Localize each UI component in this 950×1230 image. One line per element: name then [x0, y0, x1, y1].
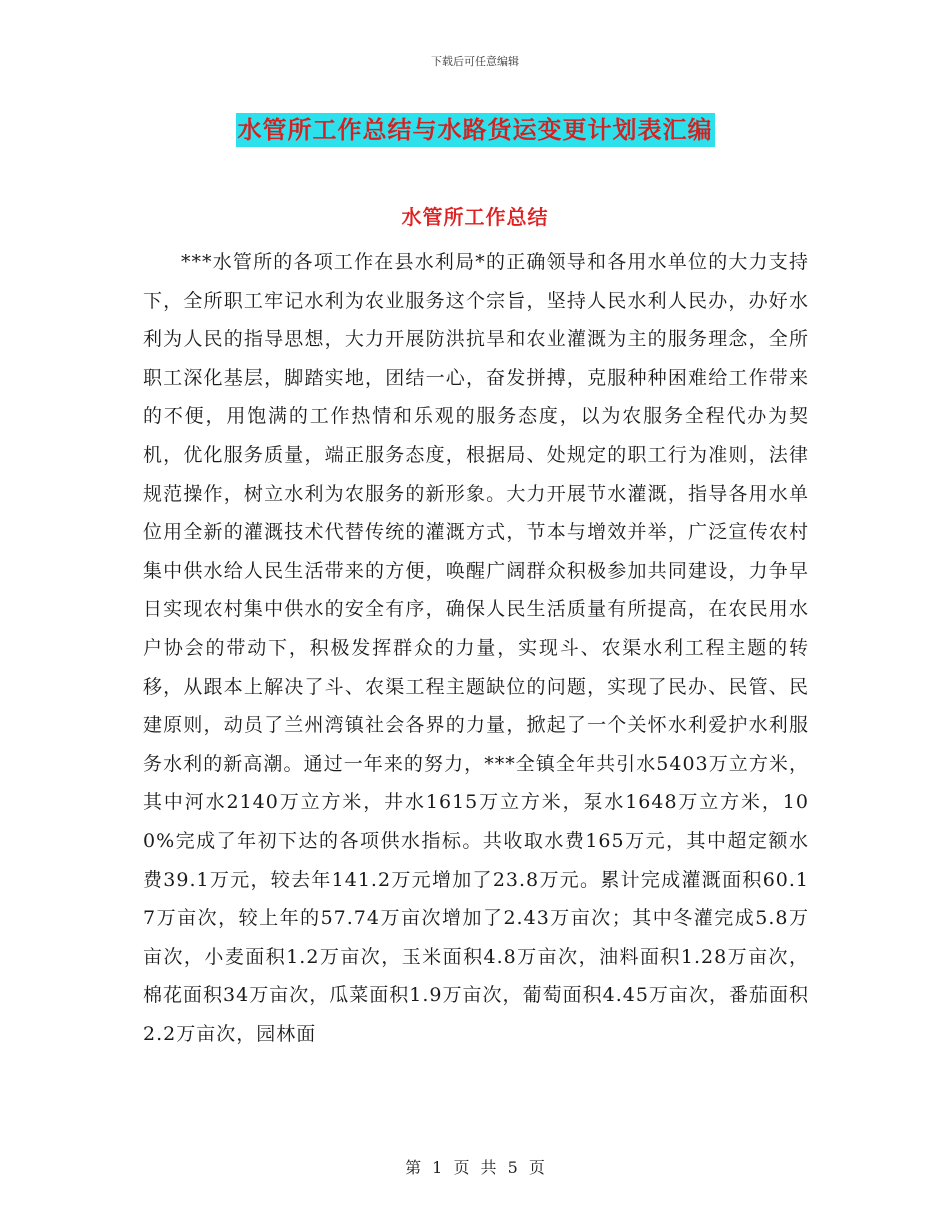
header-note: 下载后可任意编辑 [431, 55, 519, 68]
title-container [0, 113, 950, 147]
page-footer: 第 1 页 共 5 页 [405, 1158, 545, 1177]
section-title: 水管所工作总结 [401, 205, 549, 229]
body-paragraph: ***水管所的各项工作在县水利局*的正确领导和各用水单位的大力支持下，全所职工牢记水利为农业服务这个宗旨，坚持人民水利人民办，办好水利为人民的指导思想，大力开展防洪抗旱和农业灌溉为主的服务理念，全所职工深化基层，脚踏实地，团结一心，奋发拼搏，克服种种困难给工作带来的不便，用饱满的工作热情和乐观的服务态度，以为农服务全程代办为契机，优化服务质量，端正服务态度，根据局、处规定的职工行为准则，法律规范操作，树立水利为农服务的新形象。大力开展节水灌溉，指导各用水单位用全新的灌溉技术代替传统的灌溉方式，节本与增效并举，广泛宣传农村集中供水给人民生活带来的方便，唤醒广阔群众积极参加共同建设，力争早日实现农村集中供水的安全有序，确保人民生活质量有所提高，在农民用水户协会的带动下，积极发挥群众的力量，实现斗、农渠水利工程主题的转移，从跟本上解决了斗、农渠工程主题缺位的问题，实现了民办、民管、民建原则，动员了兰州湾镇社会各界的力量，掀起了一个关怀水利爱护水利服务水利的新高潮。通过一年来的努力，***全镇全年共引水5403万立方米，其中河水2140万立方米，井水1615万立方米，泵水1648万立方米，100%完成了年初下达的各项供水指标。共收取水费165万元，其中超定额水费39.1万元，较去年141.2万元增加了23.8万元。累计完成灌溉面积60.17万亩次，较上年的57.74万亩次增加了2.43万亩次；其中冬灌完成5.8万亩次，小麦面积1.2万亩次，玉米面积4.8万亩次，油料面积1.28万亩次，棉花面积34万亩次，瓜菜面积1.9万亩次，葡萄面积4.45万亩次，番茄面积2.2万亩次，园林面 [143, 251, 809, 1045]
document-title: 水管所工作总结与水路货运变更计划表汇编 [236, 113, 715, 147]
